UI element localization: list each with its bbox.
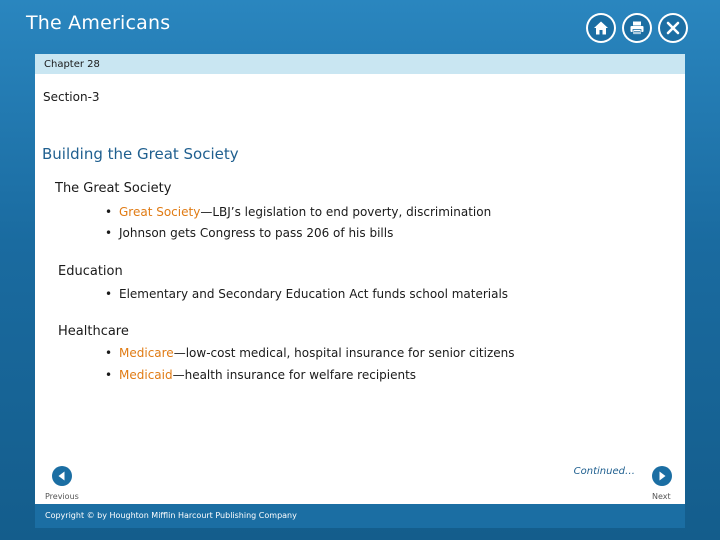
close-icon [665, 20, 681, 36]
group-heading: Education [58, 264, 123, 279]
key-term: Medicaid [119, 368, 173, 382]
group-heading: The Great Society [55, 181, 172, 196]
footer-bar [35, 504, 685, 528]
list-item [105, 287, 508, 301]
bullet-text: —low-cost medical, hospital insurance for senior citizens [173, 346, 515, 360]
key-term: Great Society [119, 205, 201, 219]
home-icon [593, 20, 609, 36]
print-icon [629, 20, 645, 36]
group-heading: Healthcare [58, 324, 129, 339]
copyright-text: Copyright © by Houghton Mifflin Harcourt Publishing Company [45, 511, 297, 520]
arrow-right-icon [656, 470, 668, 482]
home-button[interactable] [586, 13, 616, 43]
previous-label[interactable]: Previous [45, 492, 79, 501]
bullet-text: Elementary and Secondary Education Act funds school materials [119, 287, 509, 301]
key-term: Medicare [119, 346, 174, 360]
list-item [105, 368, 416, 382]
bullet-dot: • [105, 205, 113, 219]
bullet-dot: • [105, 226, 113, 240]
bullet-dot: • [105, 368, 113, 382]
list-item [105, 226, 393, 240]
bullet-text: —health insurance for welfare recipients [172, 368, 417, 382]
list-item [105, 346, 515, 360]
bullet-text: —LBJ’s legislation to end poverty, discrimination [200, 205, 492, 219]
close-button[interactable] [658, 13, 688, 43]
slide-title: Building the Great Society [42, 145, 239, 163]
previous-button[interactable] [50, 464, 74, 488]
list-item [105, 205, 491, 219]
bullet-dot: • [105, 287, 113, 301]
print-button[interactable] [622, 13, 652, 43]
section-label: Section-3 [43, 90, 100, 104]
slide-panel [35, 54, 685, 528]
chapter-label: Chapter 28 [44, 59, 100, 70]
bullet-text: Johnson gets Congress to pass 206 of his bills [119, 226, 394, 240]
arrow-left-icon [56, 470, 68, 482]
next-button[interactable] [650, 464, 674, 488]
continued-label: Continued… [573, 466, 635, 477]
bullet-dot: • [105, 346, 113, 360]
header-nav [586, 13, 688, 43]
chapter-bar [35, 54, 685, 74]
app-title: The Americans [26, 12, 171, 34]
next-label[interactable]: Next [652, 492, 671, 501]
